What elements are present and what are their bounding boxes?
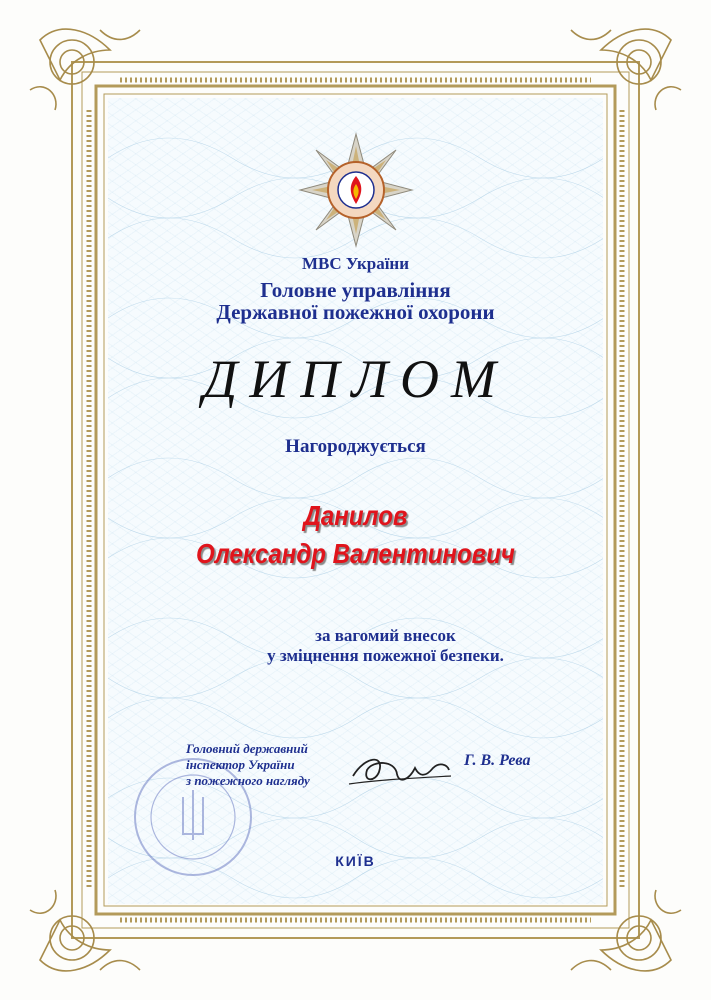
corner-ornament-bottom-right bbox=[571, 890, 681, 971]
department-line-1: Головне управління bbox=[260, 278, 451, 302]
recipient-given-names: Олександр Валентинович bbox=[196, 538, 515, 569]
signatory-title-line-1: Головний державний bbox=[186, 741, 308, 756]
awarded-label: Нагороджується bbox=[285, 436, 426, 457]
signatory-title-line-3: з пожежного нагляду bbox=[186, 773, 310, 788]
reason-line-2: у зміцнення пожежної безпеки. bbox=[267, 646, 504, 665]
signatory-title-line-2: інспектор України bbox=[186, 757, 295, 772]
department-line-2: Державної пожежної охорони bbox=[216, 300, 495, 324]
signatory-name: Г. В. Рева bbox=[464, 752, 531, 769]
ministry-name: МВС України bbox=[301, 254, 410, 273]
corner-ornament-bottom-left bbox=[30, 890, 140, 971]
city-name: КИЇВ bbox=[335, 853, 376, 869]
handwritten-signature bbox=[345, 746, 455, 794]
corner-ornament-top-left bbox=[30, 29, 140, 110]
fire-service-emblem bbox=[298, 132, 414, 248]
reason-line-1: за вагомий внесок bbox=[315, 626, 456, 645]
diploma-title: ДИПЛОМ bbox=[203, 349, 508, 409]
recipient-surname: Данилов bbox=[303, 500, 408, 531]
corner-ornament-top-right bbox=[571, 29, 681, 110]
